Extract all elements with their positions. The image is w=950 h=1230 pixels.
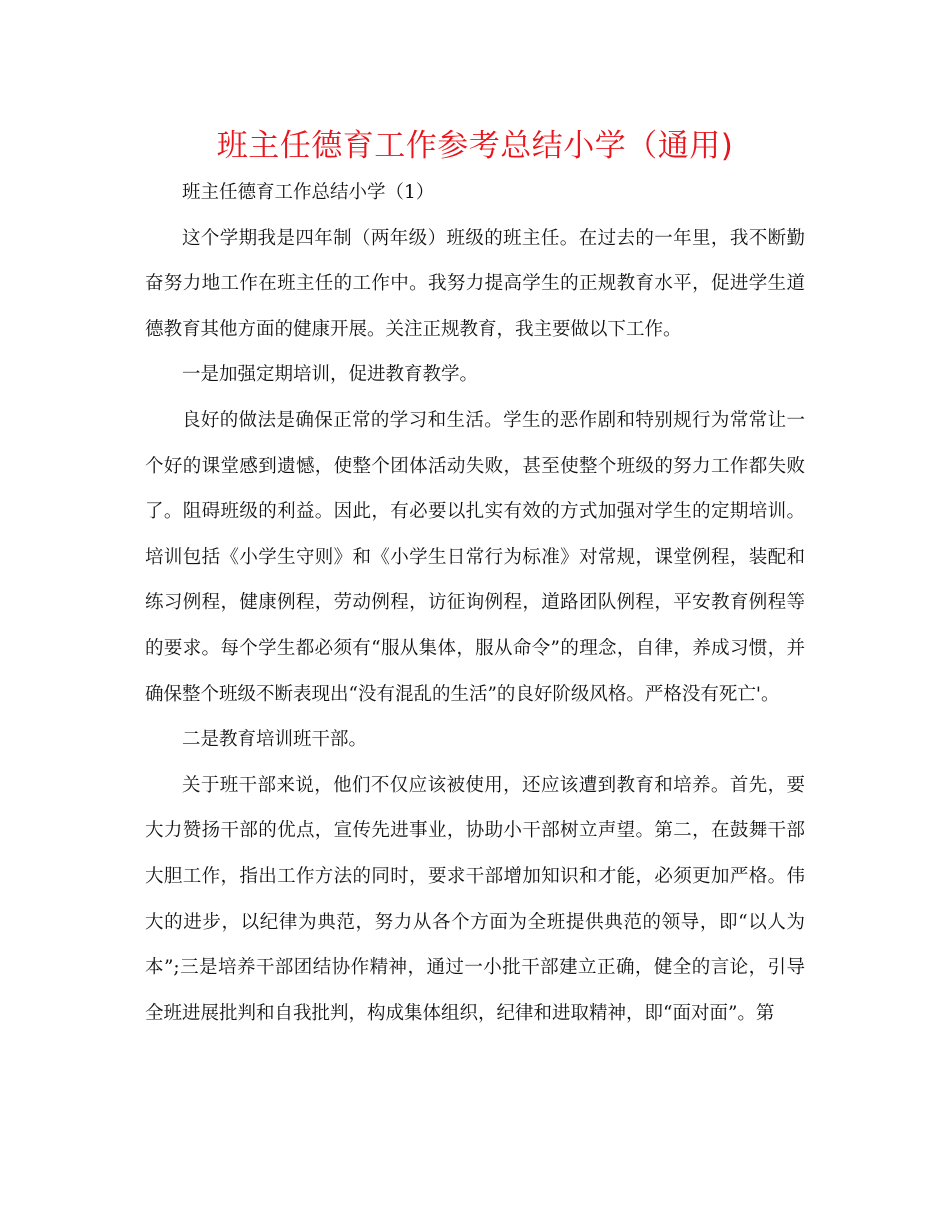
paragraph: 良好的做法是确保正常的学习和生活。学生的恶作剧和特别规行为常常让一个好的课堂感到遗憾，使整个团体活动失败，甚至使整个班级的努力工作都失败了。阻碍班级的利益。因此，有必要以扎实有效的方式加强对学生的定期培训。培训包括《小学生守则》和《小学生日常行为标准》对常规，课堂例程，装配和练习例程，健康例程，劳动例程，访征询例程，道路团队例程，平安教育例程等的要求。每个学生都必须有“服从集体，服从命令”的理念，自律，养成习惯，并确保整个班级不断表现出“没有混乱的生活”的良好阶级风格。严格没有死亡'。	[145, 409, 805, 705]
paragraph: 一是加强定期培训，促进教育教学。	[182, 364, 479, 386]
section-heading: 班主任德育工作总结小学（1）	[182, 182, 435, 203]
paragraph: 二是教育培训班干部。	[182, 729, 368, 751]
document-body	[145, 170, 805, 1036]
paragraph: 这个学期我是四年制（两年级）班级的班主任。在过去的一年里，我不断勤奋努力地工作在班主任的工作中。我努力提高学生的正规教育水平，促进学生道德教育其他方面的健康开展。关注正规教育，我主要做以下工作。	[145, 227, 805, 340]
paragraph: 关于班干部来说，他们不仅应该被使用，还应该遭到教育和培养。首先，要大力赞扬干部的优点，宣传先进事业，协助小干部树立声望。第二，在鼓舞干部大胆工作，指出工作方法的同时，要求干部增加知识和才能，必须更加严格。伟大的进步，以纪律为典范，努力从各个方面为全班提供典范的领导，即“以人为本”;三是培养干部团结协作精神，通过一小批干部建立正确，健全的言论，引导全班进展批判和自我批判，构成集体组织，纪律和进取精神，即“面对面”。第	[145, 774, 805, 1024]
document-title: 班主任德育工作参考总结小学（通用)	[216, 128, 734, 164]
